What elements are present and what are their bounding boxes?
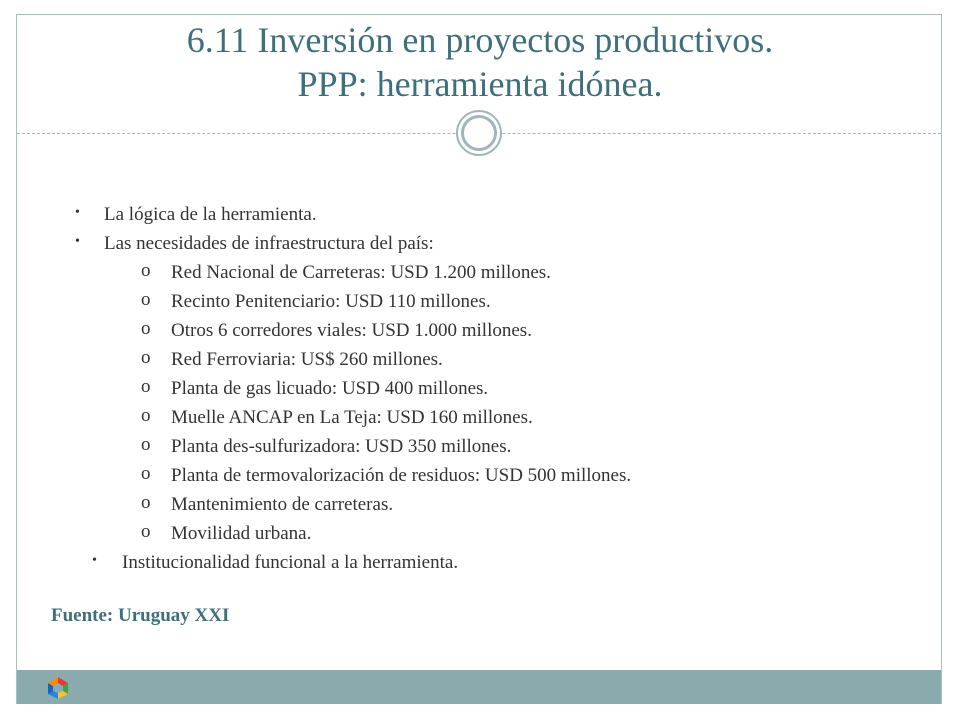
sub-marker: o [141,289,151,310]
sub-item: Red Nacional de Carreteras: USD 1.200 millones. [171,262,551,283]
logo-icon [45,675,71,701]
sub-marker: o [141,376,151,397]
sub-item: Planta de gas licuado: USD 400 millones. [171,378,489,399]
sub-marker: o [141,434,151,455]
sub-item: Red Ferroviaria: US$ 260 millones. [171,349,443,370]
bullet-marker: • [92,553,97,568]
sub-marker: o [141,347,151,368]
sub-marker: o [141,318,151,339]
sub-item: Planta des-sulfurizadora: USD 350 millones. [171,436,512,457]
source-label: Fuente: Uruguay XXI [51,605,230,626]
bullet-item: Institucionalidad funcional a la herramienta. [122,552,459,573]
title-line-2: PPP: herramienta idónea. [297,64,663,104]
title-line-1: 6.11 Inversión en proyectos productivos. [186,20,774,60]
sub-marker: o [141,405,151,426]
sub-item: Muelle ANCAP en La Teja: USD 160 millones. [171,407,533,428]
sub-marker: o [141,260,151,281]
slide-title [0,18,960,106]
footer-bar [17,670,941,704]
sub-item: Recinto Penitenciario: USD 110 millones. [171,291,491,312]
sub-item: Movilidad urbana. [171,523,312,544]
bullet-item: La lógica de la herramienta. [104,204,317,225]
sub-marker: o [141,463,151,484]
sub-item: Mantenimiento de carreteras. [171,494,394,515]
bullet-item: Las necesidades de infraestructura del país: [104,233,434,254]
bullet-marker: • [75,205,80,220]
sub-marker: o [141,521,151,542]
sub-marker: o [141,492,151,513]
sub-item: Planta de termovalorización de residuos: USD 500 millones. [171,465,632,486]
sub-item: Otros 6 corredores viales: USD 1.000 millones. [171,320,532,341]
bullet-marker: • [75,234,80,249]
circle-ring-icon [456,110,502,156]
